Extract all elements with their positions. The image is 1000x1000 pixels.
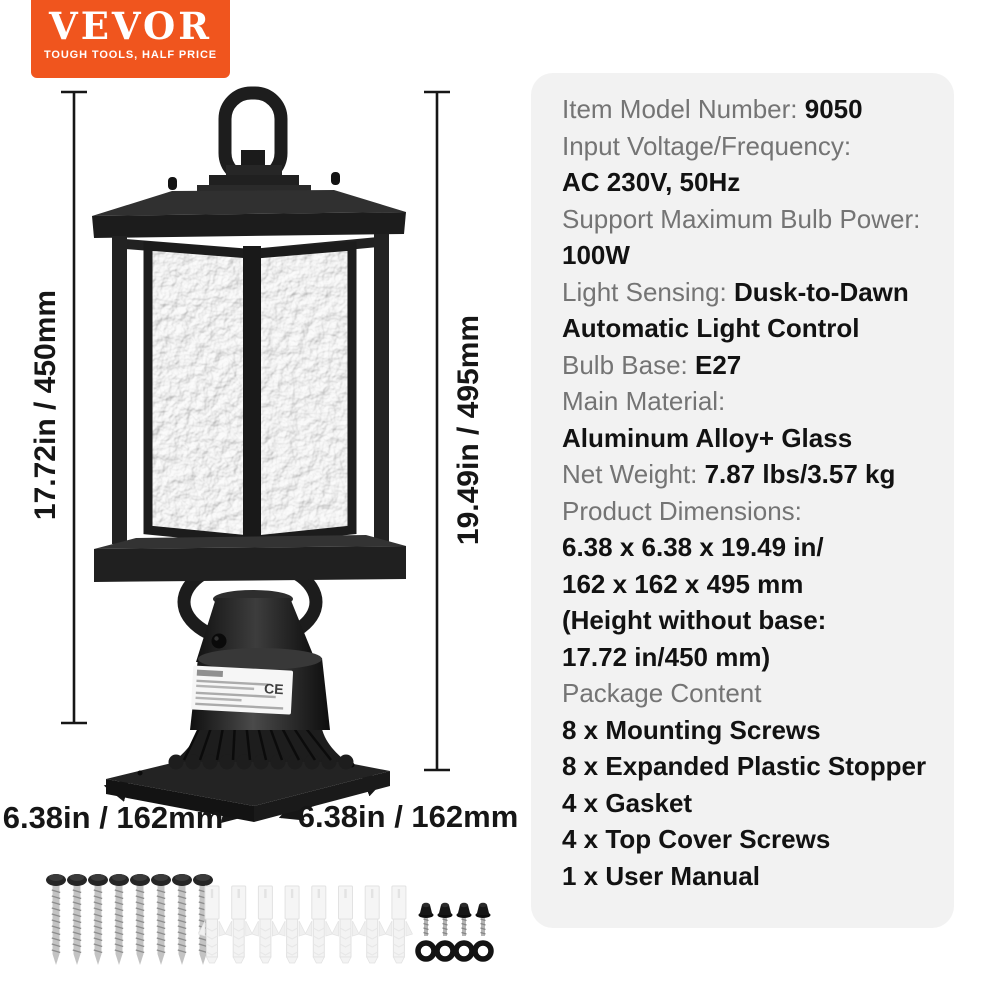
mounting-screws xyxy=(46,874,213,965)
height-label-total: 19.49in / 495mm xyxy=(452,314,485,546)
base-width-label-left: 6.38in / 162mm xyxy=(2,800,224,835)
spec-line: Light Sensing: Dusk-to-Dawn xyxy=(562,276,909,307)
spec-line: Input Voltage/Frequency: xyxy=(562,130,852,161)
plastic-stoppers xyxy=(199,886,413,963)
glass-panel-left xyxy=(146,244,252,542)
dusk-sensor xyxy=(212,634,227,649)
spec-panel xyxy=(531,73,954,928)
spec-line: 162 x 162 x 495 mm xyxy=(562,568,804,599)
brand-tagline: TOUGH TOOLS, HALF PRICE xyxy=(43,49,218,61)
top-cap xyxy=(92,165,406,238)
spec-line: 4 x Top Cover Screws xyxy=(562,824,831,854)
spec-line: 17.72 in/450 mm) xyxy=(562,641,771,672)
spec-line: 8 x Expanded Plastic Stopper xyxy=(562,751,927,781)
lantern-cage xyxy=(94,234,406,549)
spec-line: Product Dimensions: xyxy=(562,495,802,526)
spec-line: Automatic Light Control xyxy=(562,313,860,343)
spec-line: 8 x Mounting Screws xyxy=(562,714,821,745)
spec-line: Net Weight: 7.87 lbs/3.57 kg xyxy=(562,459,896,489)
height-line-right xyxy=(424,92,450,770)
height-line-left xyxy=(61,92,87,723)
spec-line: Item Model Number: 9050 xyxy=(562,94,863,124)
roof-front xyxy=(92,212,406,238)
top-cover-screws xyxy=(419,903,491,936)
spec-line: Support Maximum Bulb Power: xyxy=(562,203,921,234)
spec-line: Main Material: xyxy=(562,386,726,416)
spec-line: Bulb Base: E27 xyxy=(562,349,742,380)
spec-line: 100W xyxy=(562,240,630,270)
spec-line: Aluminum Alloy+ Glass xyxy=(562,422,853,453)
ce-mark: CE xyxy=(263,680,285,698)
product-certification-label xyxy=(191,665,293,714)
spec-line: 1 x User Manual xyxy=(562,860,760,891)
spec-lines xyxy=(562,91,936,894)
glass-panel-right xyxy=(254,244,354,542)
height-label-without-base: 17.72in / 450mm xyxy=(29,289,62,521)
spec-line: (Height without base: xyxy=(562,605,827,635)
spec-line: AC 230V, 50Hz xyxy=(562,167,741,197)
post-light-illustration xyxy=(92,93,406,822)
spec-line: 4 x Gasket xyxy=(562,787,693,818)
bottom-band-front xyxy=(94,546,406,582)
spec-line: 6.38 x 6.38 x 19.49 in/ xyxy=(562,532,824,562)
vevor-logo xyxy=(31,0,230,78)
base-width-label-right: 6.38in / 162mm xyxy=(297,799,519,834)
roof-top xyxy=(92,190,406,216)
gaskets xyxy=(418,943,491,959)
spec-line: Package Content xyxy=(562,678,762,708)
brand-name: VEVOR xyxy=(49,4,212,48)
